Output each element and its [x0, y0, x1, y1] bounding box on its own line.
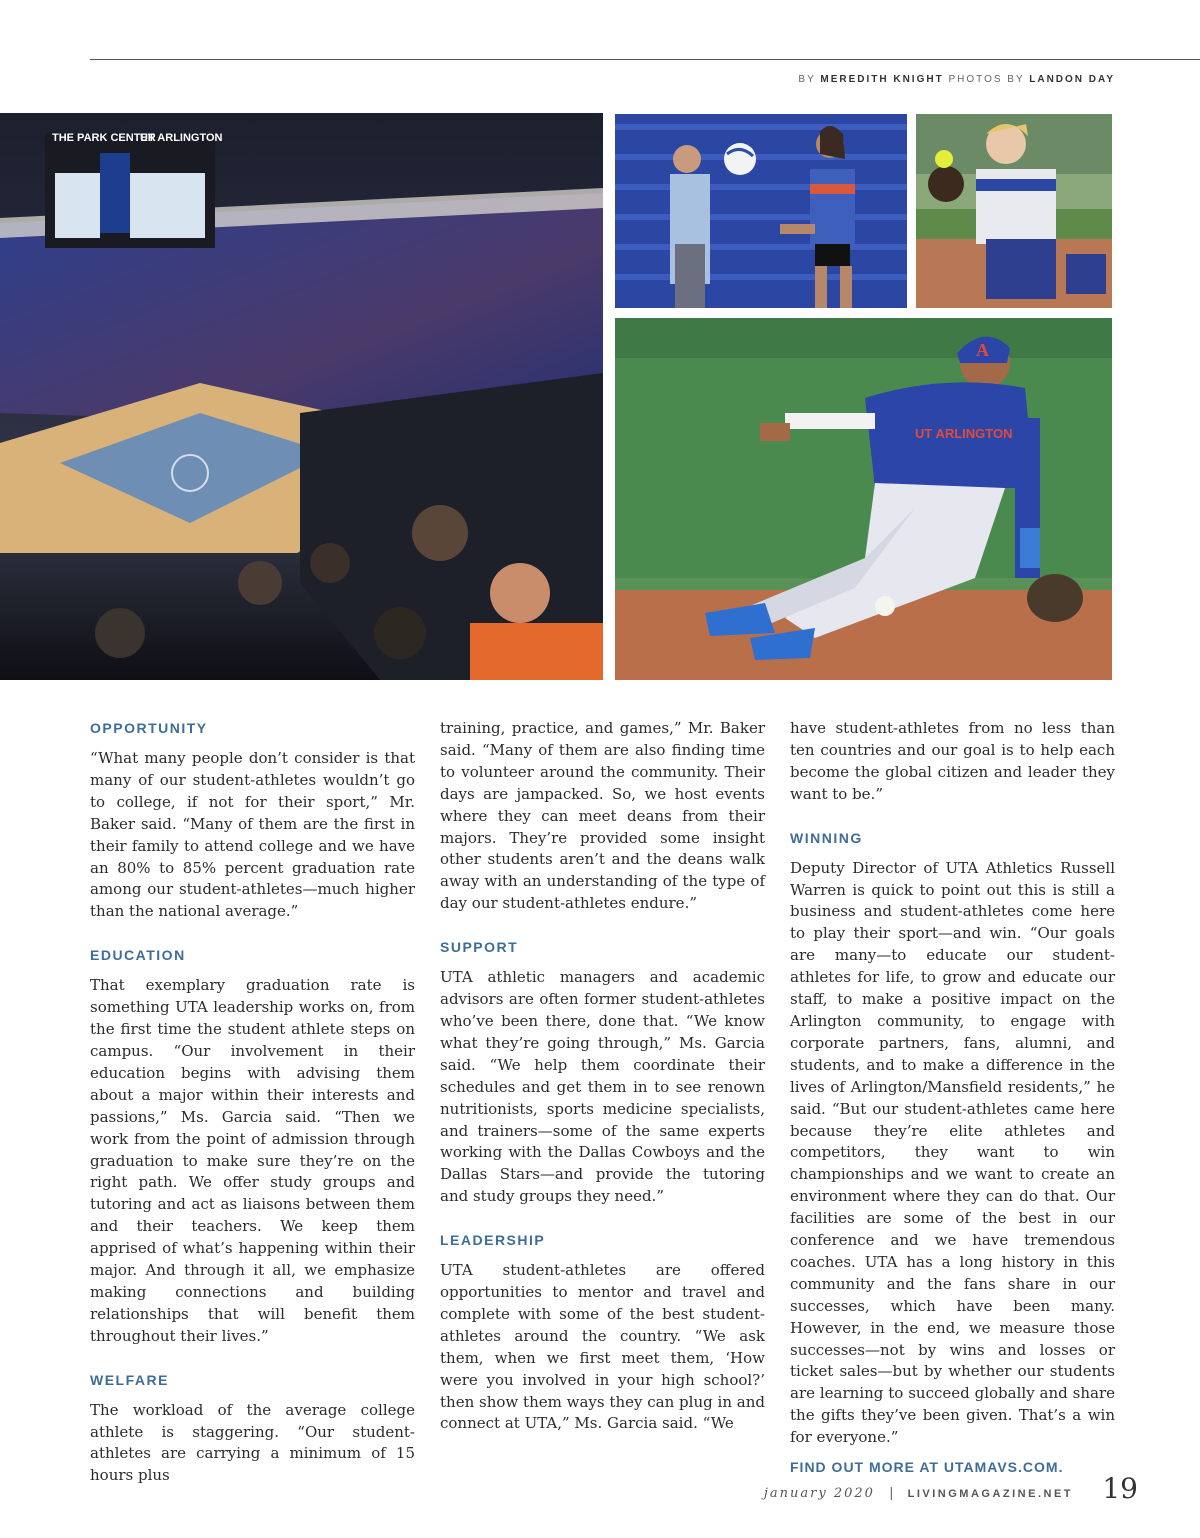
byline: [798, 74, 1115, 85]
welfare-heading: WELFARE: [90, 1371, 169, 1388]
column-2: [440, 718, 765, 1435]
softball-photo: [916, 114, 1112, 308]
column-1: [90, 718, 415, 1487]
leadership-continued-text: have student-athletes from no less than ten countries and our goal is to help each become the global citizen and leader they want to be.”: [790, 719, 1115, 803]
top-rule: [90, 59, 1200, 60]
support-heading: SUPPORT: [440, 939, 519, 956]
byline-by-label: BY: [798, 74, 816, 85]
education-text: That exemplary graduation rate is something UTA leadership works on, from the first time the student athlete steps on campus. “Our involvement in their education begins with advising them about a major within their interests and passions,” Ms. Garcia said. “Then we work from the point of admission through graduation to make sure they’re on the right path. We offer study groups and tutoring and act as liaisons between them and their teachers. We keep them apprised of what’s happening within their major. And through it all, we emphasize making connections and building relationships that will benefit them throughout their lives.”: [90, 976, 415, 1345]
welfare-text: The workload of the average college athlete is staggering. “Our student-athletes are carrying a minimum of 15 hours plus: [90, 1400, 415, 1485]
leadership-text: UTA student-athletes are offered opportunities to mentor and travel and complete with some of the best student-athletes around the country. “We ask them, when we first meet them, ‘How were you involved in your high school?’ then show them ways they can plug in and connect at UTA,” Ms. Garcia said. “We: [440, 1261, 765, 1433]
leadership-heading: LEADERSHIP: [440, 1232, 546, 1249]
education-heading: EDUCATION: [90, 947, 186, 964]
opportunity-heading: OPPORTUNITY: [90, 720, 208, 736]
jersey-text: UT ARLINGTON: [915, 426, 1013, 441]
footer-separator: |: [889, 1486, 894, 1501]
byline-photos-label: PHOTOS BY: [948, 74, 1025, 85]
byline-photographer: LANDON DAY: [1029, 74, 1115, 85]
find-out-more-link[interactable]: FIND OUT MORE AT UTAMAVS.COM.: [790, 1459, 1064, 1476]
byline-author: MEREDITH KNIGHT: [820, 74, 944, 85]
page-footer: [764, 1486, 1073, 1501]
footer-month: january 2020: [763, 1486, 875, 1501]
support-text: UTA athletic managers and academic advisors are often former student-athletes who’ve been there, done that. “We know what they’re going through,” Ms. Garcia said. “We help them coordinate their schedules and get them in to see renown nutritionists, sports medicine specialists, and trainers—some of the same experts working with the Dallas Cowboys and the Dallas Stars—and provide the tutoring and study groups they need.”: [440, 968, 765, 1206]
scoreboard-right-text: UT ARLINGTON: [140, 132, 223, 144]
footer-site[interactable]: LIVINGMAGAZINE.NET: [907, 1488, 1073, 1500]
page-number: 19: [1102, 1472, 1138, 1505]
arena-photo: [0, 113, 603, 680]
column-3: [790, 718, 1115, 1475]
opportunity-text: “What many people don’t consider is that many of our student-athletes wouldn’t go to college, if not for their sport,” Mr. Baker said. “Many of them are the first in their family to attend college and we have an 80% to 85% percent graduation rate among our student-athletes—much higher than the national average.”: [90, 749, 415, 921]
scoreboard-left-text: THE PARK CENTER: [52, 132, 156, 144]
welfare-continued-text: training, practice, and games,” Mr. Baker said. “Many of them are also finding time to volunteer around the community. Their days are jampacked. So, we host events where they can meet deans from their majors. They’re provided some insight other students aren’t and the deans walk away with an understanding of the type of day our student-athletes endure.”: [440, 719, 765, 913]
winning-heading: WINNING: [790, 829, 863, 846]
winning-text: Deputy Director of UTA Athletics Russell Warren is quick to point out this is still a business and student-athletes come here to play their sport—and win. “Our goals are many—to educate our student-athletes for life, to grow and educate our staff, to make a positive impact on the Arlington community, to engage with corporate partners, fans, alumni, and students, and to make a difference in the lives of Arlington/Mansfield residents,” he said. “But our student-athletes came here because they’re elite athletes and competitors, they want to win championships and we want to create an environment where they can do that. Our facilities are some of the best in our conference and we have tremendous coaches. UTA has a long history in this community and the fans share in our successes, which have been many. However, in the end, we measure those successes—not by wins and losses or ticket sales—but by whether our students are learning to succeed globally and share the gifts they’ve been given. That’s a win for everyone.”: [790, 858, 1115, 1447]
volleyball-photo: [615, 114, 907, 308]
baseball-photo: [615, 318, 1112, 680]
svg-text:A: A: [976, 340, 989, 360]
